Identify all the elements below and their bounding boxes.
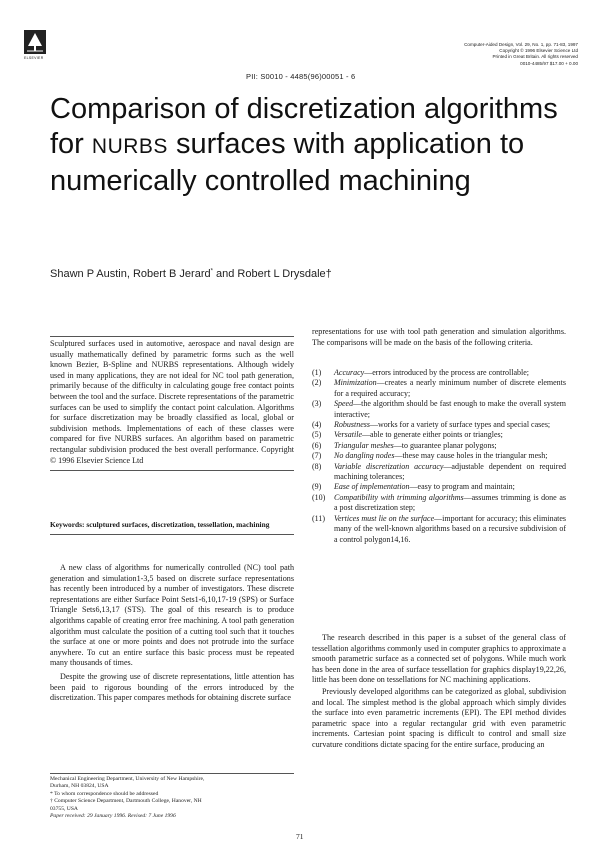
page-number: 71 [296,832,304,841]
title-part-2: surfaces with application to numerically controlled machining [50,128,525,197]
paper-title [50,92,570,199]
author-1: Shawn P Austin, Robert B Jerard [50,268,211,280]
list-item: (2) Minimization—creates a nearly minimum number of discrete elements for a required accuracy; [312,378,566,398]
keywords-text: sculptured surfaces, discretization, tessellation, machining [86,520,270,529]
footnote-line: * To whom correspondence should be addressed [50,790,159,797]
body-paragraph-1: The research described in this paper is a subset of the general class of tessellation algorithms commonly used in computer graphics to approximate a smooth parametric surface as a connected set of polygons. While much work has been done in the area of surface tessellation for graphics display19,22,26, little has been done on tessellations for NC machining applications. [312,633,566,685]
pii-code: PII: S0010 - 4485(96)00051 - 6 [246,72,356,81]
journal-info [438,42,578,67]
list-item: (3) Speed—the algorithm should be fast enough to make the overall system interactive; [312,399,566,419]
criteria-list [312,368,566,545]
author-1-mark: * [210,268,213,275]
journal-line: 0010-4485/97 $17.00 + 0.00 [520,60,578,66]
list-item: (4) Robustness—works for a variety of surface types and special cases; [312,420,551,430]
elsevier-logo-icon [24,30,46,54]
author-2: and Robert L Drysdale [216,268,326,280]
research-description [312,633,566,751]
keywords-label: Keywords: [50,520,85,529]
list-item: (11) Vertices must lie on the surface—important for accuracy; this eliminates many of the well-known algorithms based on a recursive subdivision of a control polygon14,16. [312,513,567,544]
introduction [50,563,294,704]
title-part-1: Comparison of discretization algorithms for [50,93,558,160]
criteria-intro: representations for use with tool path generation and simulation algorithms. The comparisons will be made on the basis of the following criteria. [312,327,566,347]
author-2-mark: † [325,268,332,280]
publisher-logo-text: ELSEVIER [24,56,44,60]
footnote-line: Mechanical Engineering Department, University of New Hampshire, [50,776,205,782]
journal-line: Computer-Aided Design, Vol. 29, No. 1, pp. 71-83, 1997 [464,42,578,47]
intro-paragraph-1: A new class of algorithms for numerically controlled (NC) tool path generation and simulation1-3,5 based on discrete surface representations has recently been introduced by a number of investigators. These discrete representations are either Surface Point Sets1-6,10,17-19 (SPS) or Surface Triangle Sets6,13,17 (STS). The goal of this research is to produce algorithms capable of creating error free machining. A tool path generation algorithm must calculate the position of a cutting tool such that it touches the surface at one or more points and does not protrude into the surface anywhere. To cut an entire surface this basic process must be repeated many thousands of times. [50,563,294,668]
received-date: Paper received: 29 January 1996. Revised: 7 June 1996 [50,813,176,820]
body-paragraph-2: Previously developed algorithms can be categorized as global, subdivision and local. The simplest method is the global approach which simply divides the surface into even parametric increments (EPI). The EPI method divides parametric space into a regular rectangular grid with even parametric increments. Cartesian point spacing is difficult to control and small size curvature conditions dictate spacing for the entire surface, producing an [312,686,566,749]
title-nurbs: NURBS [91,135,168,158]
keywords [50,520,294,535]
list-item: (5) Versatile—able to generate either points or triangles; [312,430,503,440]
footnote-line: † Computer Science Department, Dartmouth College, Hanover, NH [50,798,202,805]
list-item: (10) Compatibility with trimming algorithms—assumes trimming is done as a post discretization step; [312,492,566,513]
abstract: Sculptured surfaces used in automotive, aerospace and naval design are usually mathematically defined by parametric forms such as the well known Bezier, B-Spline and NURBS representations. Although widely used in many applications, they are not ideal for NC tool path generation, primarily because of the difficulty in calculating gouge free contact points between the tool and the surface. Discrete representations of the parametric surfaces can be used to simplify the contact point calculation. Algorithms for surface discretization may be broadly classified as local, global or subdivision methods. Implementations of each of these classes were compared for five NURBS surfaces. An algorithm based on parametric rectangular subdivision produced the best overall performance. Copyright © 1996 Elsevier Science Ltd [50,336,294,471]
intro-paragraph-2: Despite the growing use of discrete representations, little attention has been paid to rigorous bounding of the errors introduced by the discretization. This paper compares methods for obtaining discrete surface [50,671,294,703]
list-item: (7) No dangling nodes—these may cause holes in the triangular mesh; [312,451,548,461]
footnotes [50,773,294,820]
list-item: (8) Variable discretization accuracy—adjustable dependent on required machining tolerances; [312,461,566,482]
journal-line: Printed in Great Britain. All rights reserved [492,54,578,60]
journal-line: Copyright © 1996 Elsevier Science Ltd [499,48,578,54]
footnote-line: Durham, NH 03824, USA [50,783,109,790]
list-item: (6) Triangular meshes—to guarantee planar polygons; [312,440,497,450]
list-item: (9) Ease of implementation—easy to program and maintain; [312,482,515,492]
authors [50,268,332,280]
list-item: (1) Accuracy—errors introduced by the process are controllable; [312,368,530,377]
footnote-line: 03755, USA [50,805,78,812]
